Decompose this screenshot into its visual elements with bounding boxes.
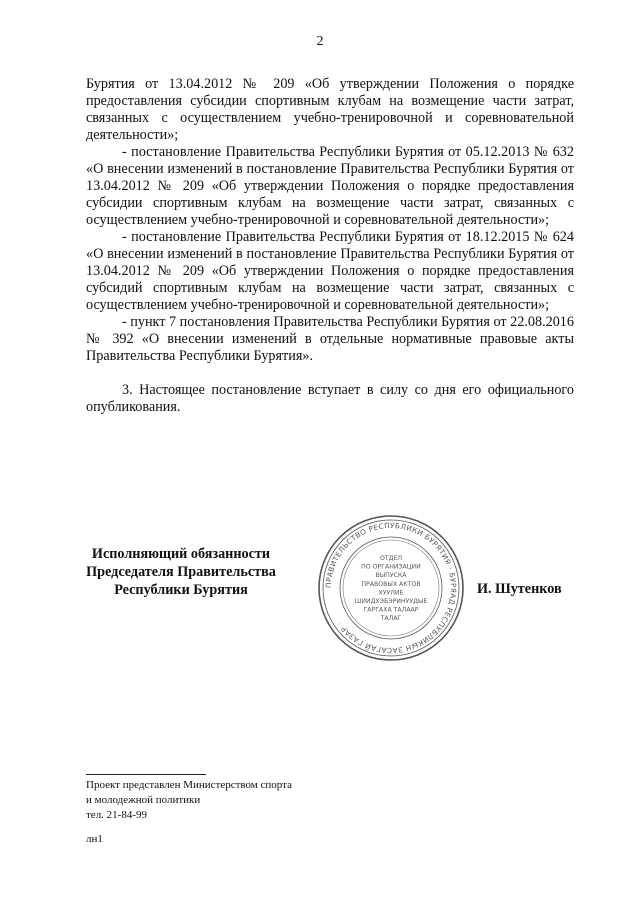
signature-line-3: Республики Бурятия bbox=[114, 582, 248, 598]
signatory-name: И. Шутенков bbox=[477, 581, 562, 597]
footnote-line-2: и молодежной политики bbox=[86, 794, 201, 806]
official-seal-stamp bbox=[316, 513, 466, 663]
signature-title bbox=[86, 545, 276, 599]
seal-inner-line: ОТДЕЛ bbox=[379, 555, 403, 562]
svg-text:ПРАВИТЕЛЬСТВО РЕСПУБЛИКИ БУРЯТ: ПРАВИТЕЛЬСТВО РЕСПУБЛИКИ БУРЯТИЯ · БУРЯАД РЕСПУБЛИКЫН ЗАСАГАЙ ГАЗАР · bbox=[323, 520, 459, 656]
signature-line-1: Исполняющий обязанности bbox=[91, 546, 271, 562]
paragraph-decree-632: - постановление Правительства Республики Бурятия от 05.12.2013 № 632 «О внесении изменений в постановление Правительства Республики Бурятия от 13.04.2012 № 209 «Об утверждении Положения о порядке предоставления субсидии спортивным клубам на возмещение части затрат, связанных с осуществлением учебно-тренировочной и соревновательной деятельности»; bbox=[86, 144, 574, 228]
seal-inner-line: ШИИДХЭБЭРИНУУДЫЕ bbox=[354, 598, 428, 605]
seal-inner-line: ХУУЛИЕ bbox=[378, 589, 404, 597]
paragraph-decree-392: - пункт 7 постановления Правительства Республики Бурятия от 22.08.2016 № 392 «О внесении изменений в отдельные нормативные правовые акты Правительства Республики Бурятия». bbox=[86, 314, 574, 364]
paragraph-decree-624: - постановление Правительства Республики Бурятия от 18.12.2015 № 624 «О внесении изменений в постановление Правительства Республики Бурятия от 13.04.2012 № 209 «Об утверждении Положения о порядке предоставления субсидий спортивным клубам на возмещение части затрат, связанных с осуществлением учебно-тренировочной и соревновательной деятельности»; bbox=[86, 229, 574, 313]
footnote-line-1: Проект представлен Министерством спорта bbox=[86, 779, 292, 791]
signature-line-2: Председателя Правительства bbox=[86, 564, 276, 580]
document-body bbox=[86, 76, 574, 416]
paragraph-continuation: Бурятия от 13.04.2012 № 209 «Об утверждении Положения о порядке предоставления субсидии спортивным клубам на возмещение части затрат, связанных с осуществлением учебно-тренировочной и соревновательной деятельности»; bbox=[86, 76, 574, 143]
seal-inner-line: ПРАВОВЫХ АКТОВ bbox=[361, 580, 421, 588]
footnote-divider bbox=[86, 774, 206, 775]
seal-inner-line: ГАРГАХА ТАЛААР bbox=[363, 606, 419, 614]
seal-inner-line: ВЫПУСКА bbox=[375, 572, 407, 580]
seal-inner-line: ПО ОРГАНИЗАЦИИ bbox=[361, 563, 421, 571]
page-number: 2 bbox=[316, 34, 324, 49]
seal-graphic bbox=[316, 513, 466, 663]
footnote-line-3: тел. 21-84-99 bbox=[86, 809, 148, 821]
document-code: лн1 bbox=[86, 833, 103, 845]
paragraph-effective-date: 3. Настоящее постановление вступает в силу со дня его официального опубликования. bbox=[86, 382, 574, 415]
footnote bbox=[86, 778, 292, 823]
seal-inner-line: ТАЛАГ bbox=[380, 615, 402, 623]
